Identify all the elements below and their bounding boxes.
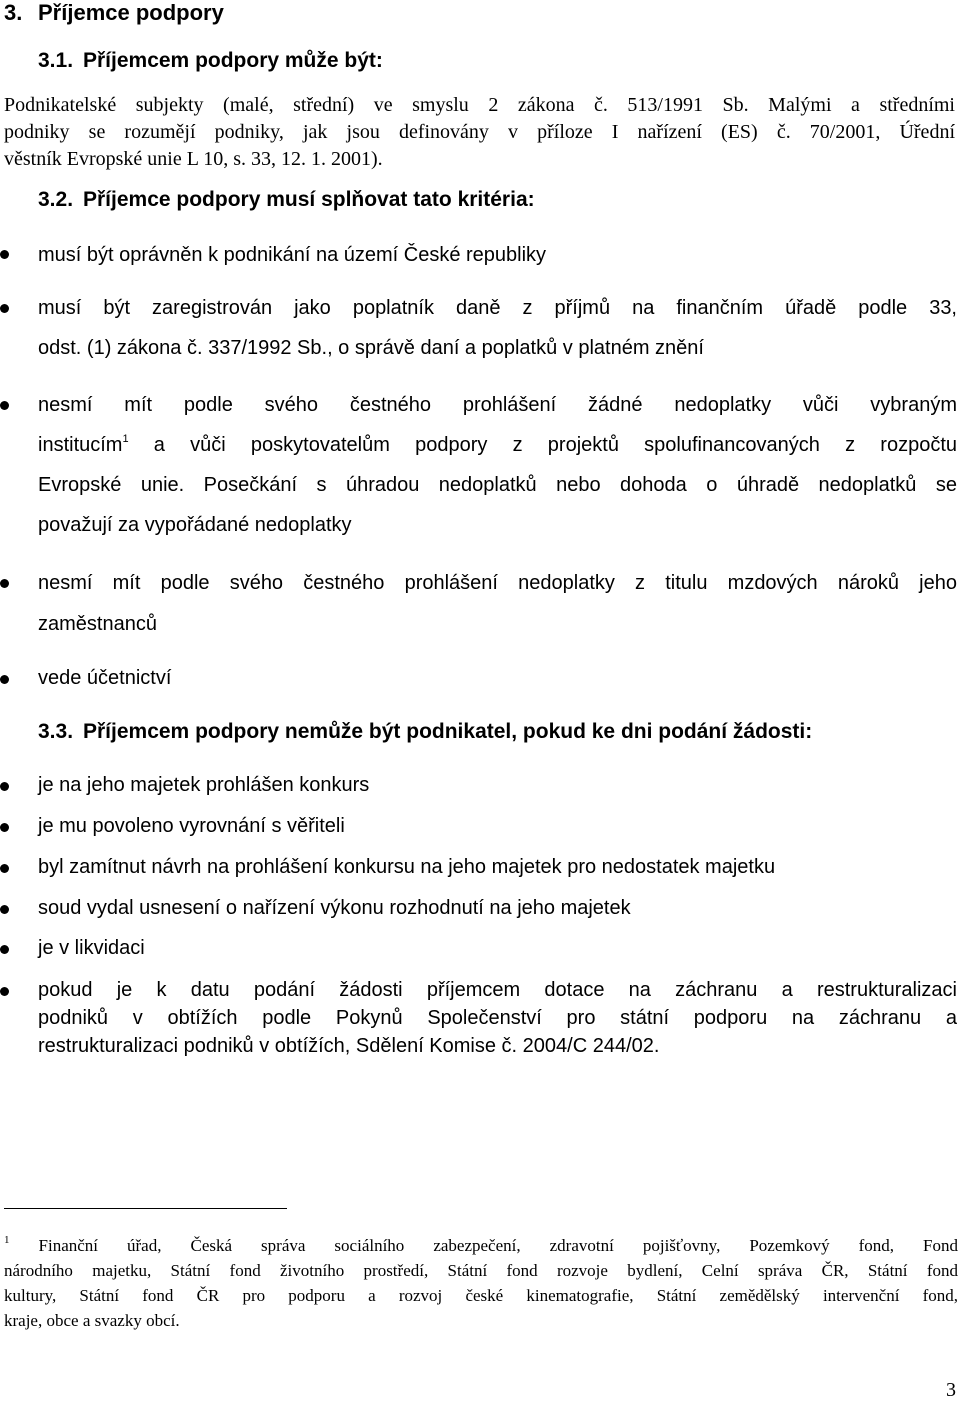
list-item [0, 566, 957, 646]
bullet-icon [0, 823, 9, 832]
bullet-icon [0, 945, 9, 954]
subsection-title: Příjemcem podpory může být: [83, 49, 383, 72]
list-item-text: Evropské unie. Posečkání s úhradou nedoplatků nebo dohoda o úhradě nedoplatků se [38, 474, 957, 496]
paragraph-line: věstník Evropské unie L 10, s. 33, 12. 1. 2001). [4, 148, 383, 170]
bullet-icon [0, 579, 9, 588]
list-item-text: vede účetnictví [38, 667, 172, 689]
bullet-icon [0, 304, 9, 313]
list-item-text: je v likvidaci [38, 937, 145, 959]
list-item [0, 811, 957, 841]
bullet-icon [0, 905, 9, 914]
list-item [0, 240, 957, 270]
section-heading [4, 0, 224, 26]
intro-paragraph [4, 92, 955, 173]
list-item [0, 893, 957, 923]
footnote-line: kultury, Státní fond ČR pro podporu a rozvoj české kinematografie, Státní zemědělský intervenční fond, [4, 1286, 958, 1305]
section-title: Příjemce podpory [38, 0, 224, 25]
list-item-text: soud vydal usnesení o nařízení výkonu rozhodnutí na jeho majetek [38, 897, 631, 919]
footnote-text: Finanční úřad, Česká správa sociálního zabezpečení, zdravotní pojišťovny, Pozemkový fond, Fond [38, 1236, 958, 1255]
paragraph-line: podniky se rozumějí podniky, jak jsou definovány v příloze I nařízení (ES) č. 70/2001, Úřední [4, 121, 955, 143]
subsection-number: 3.3. [38, 720, 74, 743]
bullet-icon [0, 401, 9, 410]
list-item-text: byl zamítnut návrh na prohlášení konkursu na jeho majetek pro nedostatek majetku [38, 856, 776, 878]
subsection-title: Příjemcem podpory nemůže být podnikatel, pokud ke dni podání žádosti: [83, 720, 813, 743]
subsection-title: Příjemce podpory musí splňovat tato kritéria: [83, 188, 535, 211]
list-item [0, 770, 957, 800]
subsection-number: 3.2. [38, 188, 74, 211]
list-item-text: odst. (1) zákona č. 337/1992 Sb., o správě daní a poplatků v platném znění [38, 337, 704, 359]
bullet-icon [0, 782, 9, 791]
section-number: 3. [4, 0, 23, 25]
paragraph-line: Podnikatelské subjekty (malé, střední) ve smyslu 2 zákona č. 513/1991 Sb. Malými a středními [4, 94, 955, 116]
list-item-text: podniků v obtížích podle Pokynů Společenství pro státní podporu na záchranu a [38, 1007, 957, 1029]
bullet-icon [0, 987, 9, 996]
footnote-line [4, 1233, 958, 1258]
footnote [4, 1233, 958, 1333]
list-item-text-part: a vůči poskytovatelům podpory z projektů spolufinancovaných z rozpočtu [128, 434, 957, 456]
page-number: 3 [946, 1379, 956, 1401]
list-item [0, 933, 957, 963]
list-item-text: nesmí mít podle svého čestného prohlášení žádné nedoplatky vůči vybraným [38, 394, 957, 416]
footnote-marker: 1 [4, 1234, 10, 1246]
list-item-text: nesmí mít podle svého čestného prohlášení nedoplatky z titulu mzdových nároků jeho [38, 572, 957, 594]
subsection-number: 3.1. [38, 49, 74, 72]
list-item [0, 663, 957, 693]
footnote-separator [4, 1208, 287, 1209]
list-item-text: je mu povoleno vyrovnání s věřiteli [38, 815, 345, 837]
list-item-text: je na jeho majetek prohlášen konkurs [38, 774, 370, 796]
list-item [0, 975, 957, 1065]
bullet-icon [0, 864, 9, 873]
footnote-line: kraje, obce a svazky obcí. [4, 1311, 180, 1330]
footnote-reference: 1 [122, 433, 129, 445]
list-item-text: pokud je k datu podání žádosti příjemcem dotace na záchranu a restrukturalizaci [38, 979, 957, 1001]
list-item-text: musí být zaregistrován jako poplatník daně z příjmů na finančním úřadě podle 33, [38, 297, 957, 319]
list-item-text: restrukturalizaci podniků v obtížích, Sdělení Komise č. 2004/C 244/02. [38, 1035, 660, 1057]
subsection-heading-3-3 [38, 719, 812, 745]
list-item [0, 852, 957, 882]
subsection-heading-3-2 [38, 187, 535, 213]
list-item-text-part: institucím [38, 434, 123, 456]
subsection-heading-3-1 [38, 48, 383, 74]
list-item [0, 292, 957, 366]
list-item-text: považují za vypořádané nedoplatky [38, 514, 352, 536]
list-item-text [38, 425, 957, 465]
list-item-text: zaměstnanců [38, 613, 157, 635]
bullet-icon [0, 675, 9, 684]
footnote-line: národního majetku, Státní fond životního prostředí, Státní fond rozvoje bydlení, Celní správa ČR, Státní fond [4, 1261, 958, 1280]
bullet-icon [0, 250, 9, 259]
list-item-text: musí být oprávněn k podnikání na území České republiky [38, 244, 547, 266]
list-item [0, 388, 957, 548]
